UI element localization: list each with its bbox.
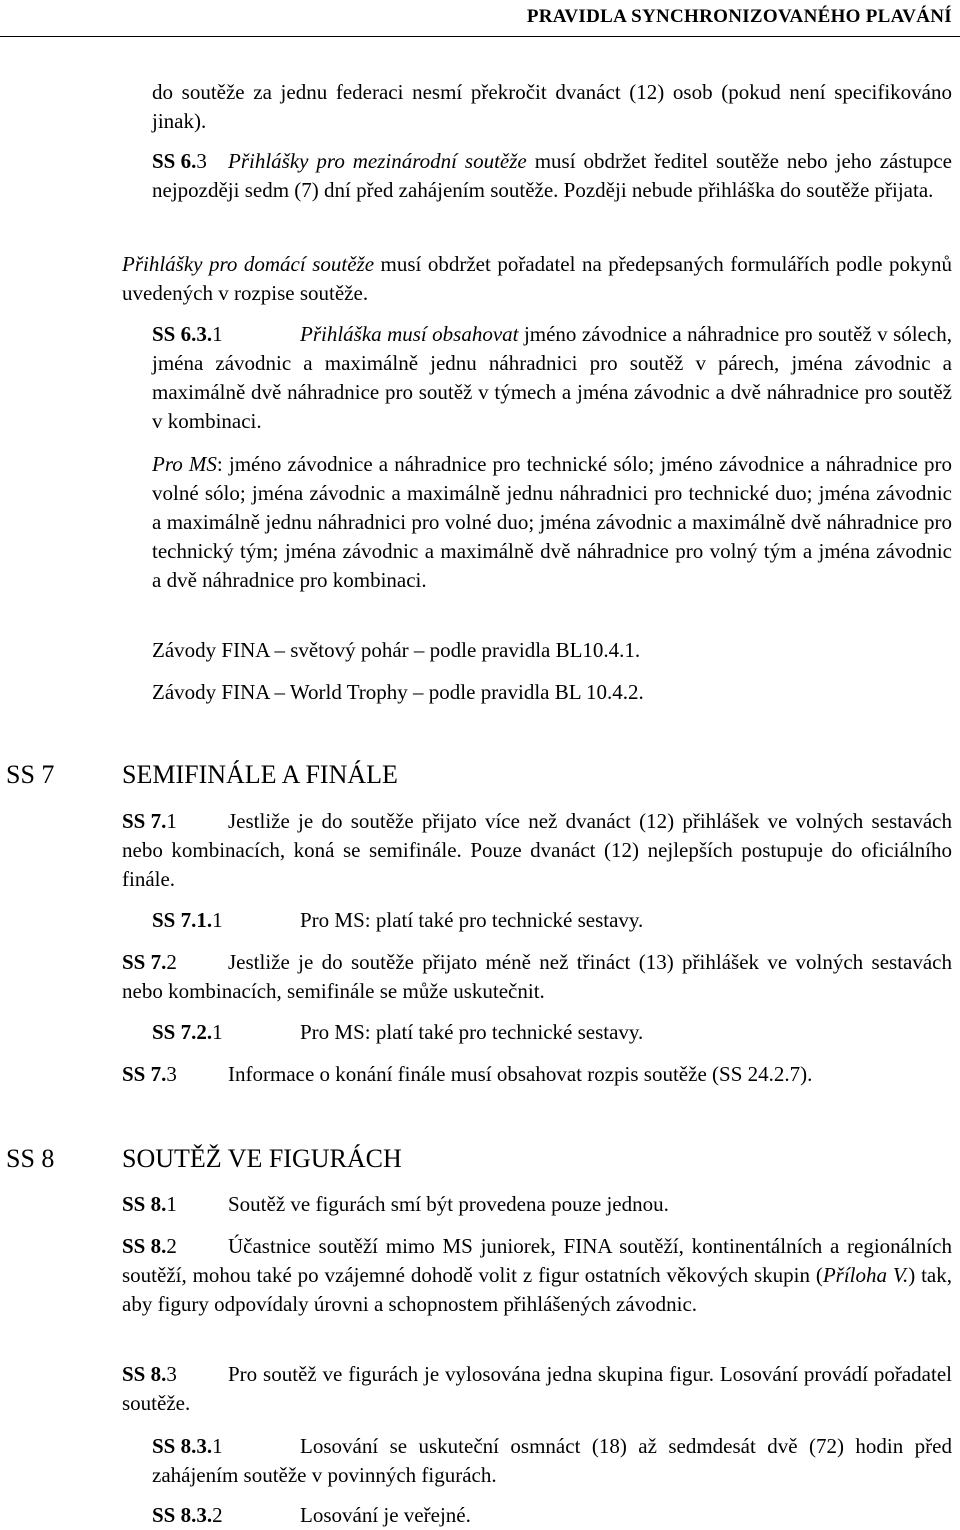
section-number: SS 8 <box>6 1144 55 1173</box>
rule-text: Pro MS: platí také pro technické sestavy. <box>300 908 644 932</box>
rule-number: SS 6.3 <box>152 149 207 173</box>
rule-ss-6-3-1 <box>152 320 952 436</box>
domestic-entries-paragraph <box>122 250 952 308</box>
rule-number: SS 7.2 <box>122 950 177 974</box>
rule-ss-8-1 <box>122 1190 669 1219</box>
rule-emphasis: Přihlášky pro mezinárodní soutěže <box>228 149 527 173</box>
rule-number: SS 8.3.1 <box>152 1434 223 1458</box>
rule-text: : jméno závodnice a náhradnice pro technické sólo; jméno závodnice a náhradnice pro volné sólo; jména závodnic a maximálně jednu náhradnici pro technické duo; jména závodnic a maximálně jednu náhradnici pro volné duo; jména závodnic a maximálně dvě náhradnice pro technický tým; jména závodnic a maximálně dvě náhradnice pro volný tým a jména závodnic a dvě náhradnice pro kombinaci. <box>152 452 952 592</box>
rule-text: Účastnice soutěží mimo MS juniorek, FINA soutěží, kontinentálních a regionálních soutěží, mohou také po vzájemné dohodě volit z figur ostatních věkových skupin ( <box>122 1234 952 1287</box>
rule-text: Pro soutěž ve figurách je vylosována jedna skupina figur. Losování provádí pořadatel soutěže. <box>122 1362 952 1415</box>
rule-number: SS 7.3 <box>122 1062 177 1086</box>
rule-text: jméno závodnice a náhradnice pro soutěž v sólech, jména závodnic a maximálně jednu náhradnici pro soutěž v párech, jména závodnic a maximálně dvě náhradnice pro soutěž v týmech a jména závodnic a dvě náhradnice pro soutěž v kombinaci. <box>152 322 952 433</box>
rule-text: musí obdržet pořadatel na předepsaných formulářích podle pokynů uvedených v rozpise soutěže. <box>122 252 952 305</box>
rule-text: Informace o konání finále musí obsahovat rozpis soutěže (SS 24.2.7). <box>228 1062 813 1086</box>
rule-number: SS 8.2 <box>122 1234 177 1258</box>
rule-ss-7-1 <box>122 807 952 894</box>
rule-ss-8-3 <box>122 1360 952 1418</box>
fina-world-trophy-line: Závody FINA – World Trophy – podle pravidla BL 10.4.2. <box>152 680 644 704</box>
rule-number: SS 8.3 <box>122 1362 177 1386</box>
section-title: SOUTĚŽ VE FIGURÁCH <box>122 1144 402 1173</box>
section-title: SEMIFINÁLE A FINÁLE <box>122 760 398 789</box>
rule-number: SS 8.1 <box>122 1192 177 1216</box>
rule-ss-8-3-2 <box>152 1501 471 1530</box>
rule-ss-7-1-1 <box>152 906 643 935</box>
rule-number: SS 6.3.1 <box>152 322 223 346</box>
rule-number: SS 7.1.1 <box>152 908 223 932</box>
rule-ss-8-3-1 <box>152 1432 952 1490</box>
rule-ss-7-2 <box>122 948 952 1006</box>
rule-text: Losování se uskuteční osmnáct (18) až sedmdesát dvě (72) hodin před zahájením soutěže v povinných figurách. <box>152 1434 952 1487</box>
rule-emphasis: Přihláška musí obsahovat <box>300 322 519 346</box>
rule-emphasis: Přihlášky pro domácí soutěže <box>122 252 375 276</box>
rule-number: SS 7.1 <box>122 809 177 833</box>
page-header-title: PRAVIDLA SYNCHRONIZOVANÉHO PLAVÁNÍ <box>526 6 952 27</box>
rule-text: Losování je veřejné. <box>300 1503 471 1527</box>
rule-number: SS 8.3.2 <box>152 1503 223 1527</box>
fina-world-cup-line: Závody FINA – světový pohár – podle pravidla BL10.4.1. <box>152 638 641 662</box>
continuation-paragraph: do soutěže za jednu federaci nesmí překročit dvanáct (12) osob (pokud není specifikováno jinak). <box>152 80 952 133</box>
rule-number: SS 7.2.1 <box>152 1020 223 1044</box>
rule-ss-6-3 <box>152 147 952 205</box>
rule-text: Jestliže je do soutěže přijato méně než třináct (13) přihlášek ve volných sestavách nebo kombinacích, semifinále se může uskutečnit. <box>122 950 952 1003</box>
pro-ms-paragraph <box>152 450 952 595</box>
rule-text: Soutěž ve figurách smí být provedena pouze jednou. <box>228 1192 669 1216</box>
rule-emphasis: Příloha V. <box>822 1263 909 1287</box>
rule-text: ) tak, aby figury odpovídaly úrovni a schopnostem přihlášených závodnic. <box>122 1263 952 1316</box>
rule-ss-7-2-1 <box>152 1018 643 1047</box>
rule-ss-8-2 <box>122 1232 952 1319</box>
rule-ss-7-3 <box>122 1060 812 1089</box>
rule-emphasis: Pro MS <box>152 452 217 476</box>
rule-text: Jestliže je do soutěže přijato více než dvanáct (12) přihlášek ve volných sestavách nebo kombinacích, koná se semifinále. Pouze dvanáct (12) nejlepších postupuje do oficiálního finále. <box>122 809 952 891</box>
rule-text: musí obdržet ředitel soutěže nebo jeho zástupce nejpozději sedm (7) dní před zahájením soutěže. Později nebude přihláška do soutěže přijata. <box>152 149 953 202</box>
section-number: SS 7 <box>6 760 55 789</box>
header-divider <box>0 36 960 37</box>
rule-text: Pro MS: platí také pro technické sestavy. <box>300 1020 644 1044</box>
